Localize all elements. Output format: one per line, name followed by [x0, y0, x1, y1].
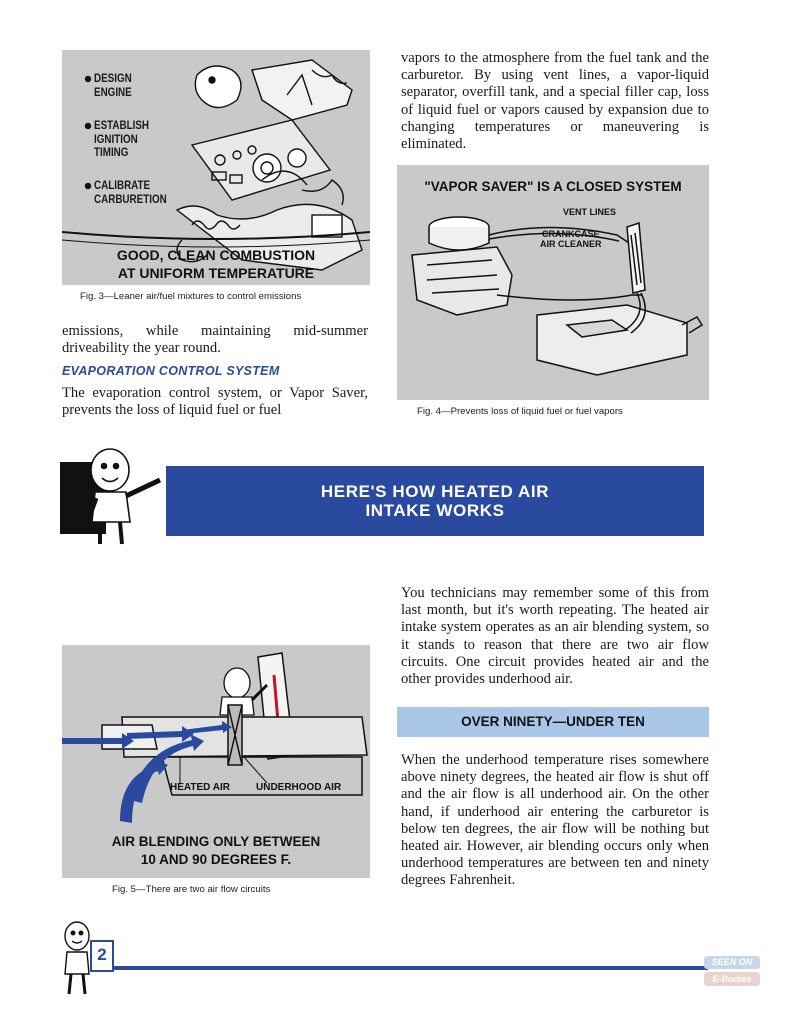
- fig4-illustration: [397, 165, 709, 400]
- fig5-banner: [62, 833, 370, 869]
- fig3-caption: Fig. 3—Leaner air/fuel mixtures to control emissions: [80, 291, 302, 302]
- right-para-vapors: vapors to the atmosphere from the fuel tank and the carburetor. By using vent lines, a vapor-liquid separator, overfill tank, and a special filler cap, loss of liquid fuel or vapors caused by expansion due to changing temperatures or maneuvering is eliminated.: [401, 50, 709, 153]
- watermark-seen-on: SEEN ON: [704, 956, 760, 969]
- fig3-bullet-carburetion: [94, 179, 167, 206]
- fig4-title: "VAPOR SAVER" IS A CLOSED SYSTEM: [424, 179, 682, 194]
- fig3-bullet-line: IGNITION: [94, 131, 138, 146]
- fig3-banner-line1: GOOD, CLEAN COMBUSTION: [116, 247, 316, 263]
- left-para-emissions: emissions, while maintaining mid-summer driveability the year round.: [62, 323, 368, 357]
- left-para-vapor-saver: The evaporation control system, or Vapor Saver, prevents the loss of liquid fuel or fuel: [62, 385, 368, 419]
- fig5-caption: Fig. 5—There are two air flow circuits: [112, 884, 271, 895]
- fig4-label-vent-lines: VENT LINES: [563, 207, 617, 217]
- fig3-bullet-line: TIMING: [94, 145, 129, 159]
- page-number: 2: [90, 940, 114, 972]
- figure-4: [397, 165, 709, 400]
- fig4-label-crankcase-line1: CRANKCASE: [542, 229, 600, 239]
- figure-5: [62, 645, 370, 878]
- fig3-bullet-design: [94, 72, 132, 99]
- fig3-bullet-line: ENGINE: [94, 84, 132, 99]
- heated-air-para2: When the underhood temperature rises somewhere above ninety degrees, the heated air flow is shut off and the air flow is all underhood air. On the other hand, if underhood air entering the carburetor is below ten degrees, the air flow will be nothing but heated air. However, air blending occurs only when underhood temperatures are between ten and ninety degrees Fahrenheit.: [401, 752, 709, 889]
- fig3-banner-line2: AT UNIFORM TEMPERATURE: [117, 265, 315, 281]
- heated-air-para1: You technicians may remember some of this from last month, but it's worth repeating. The heated air intake system operates as an air blending system, so it stands to reason that there are two air flow circuits. One circuit provides heated air and the other provides underhood air.: [401, 585, 709, 688]
- footer-rule: [112, 966, 708, 970]
- evaporation-subhead: EVAPORATION CONTROL SYSTEM: [62, 364, 280, 378]
- fig3-bullet-timing: [94, 119, 149, 160]
- section-banner: [166, 466, 704, 536]
- fig3-bullet-line: DESIGN: [94, 71, 132, 85]
- fig4-label-crankcase: [540, 229, 602, 249]
- fig5-label-underhood-air: UNDERHOOD AIR: [256, 782, 342, 793]
- fig5-label-heated-air: HEATED AIR: [170, 782, 230, 793]
- mascot-pointing-icon: [60, 440, 170, 550]
- over-ninety-under-ten-heading: OVER NINETY—UNDER TEN: [397, 707, 709, 737]
- fig3-banner: [62, 246, 370, 282]
- fig3-bullet-line: CALIBRATE: [94, 178, 151, 192]
- section-banner-line1: HERE'S HOW HEATED AIR: [320, 482, 550, 501]
- fig4-label-crankcase-line2: AIR CLEANER: [540, 239, 602, 249]
- fig4-caption: Fig. 4—Prevents loss of liquid fuel or fuel vapors: [417, 406, 623, 417]
- watermark-ebodies: E-Bodies: [704, 972, 760, 986]
- fig3-bullet-line: CARBURETION: [94, 191, 167, 206]
- figure-3: [62, 50, 370, 285]
- section-banner-line2: INTAKE WORKS: [365, 501, 505, 520]
- fig3-bullet-line: ESTABLISH: [94, 118, 150, 132]
- fig5-banner-line1: AIR BLENDING ONLY BETWEEN: [111, 834, 321, 849]
- fig5-banner-line2: 10 AND 90 DEGREES F.: [140, 852, 292, 867]
